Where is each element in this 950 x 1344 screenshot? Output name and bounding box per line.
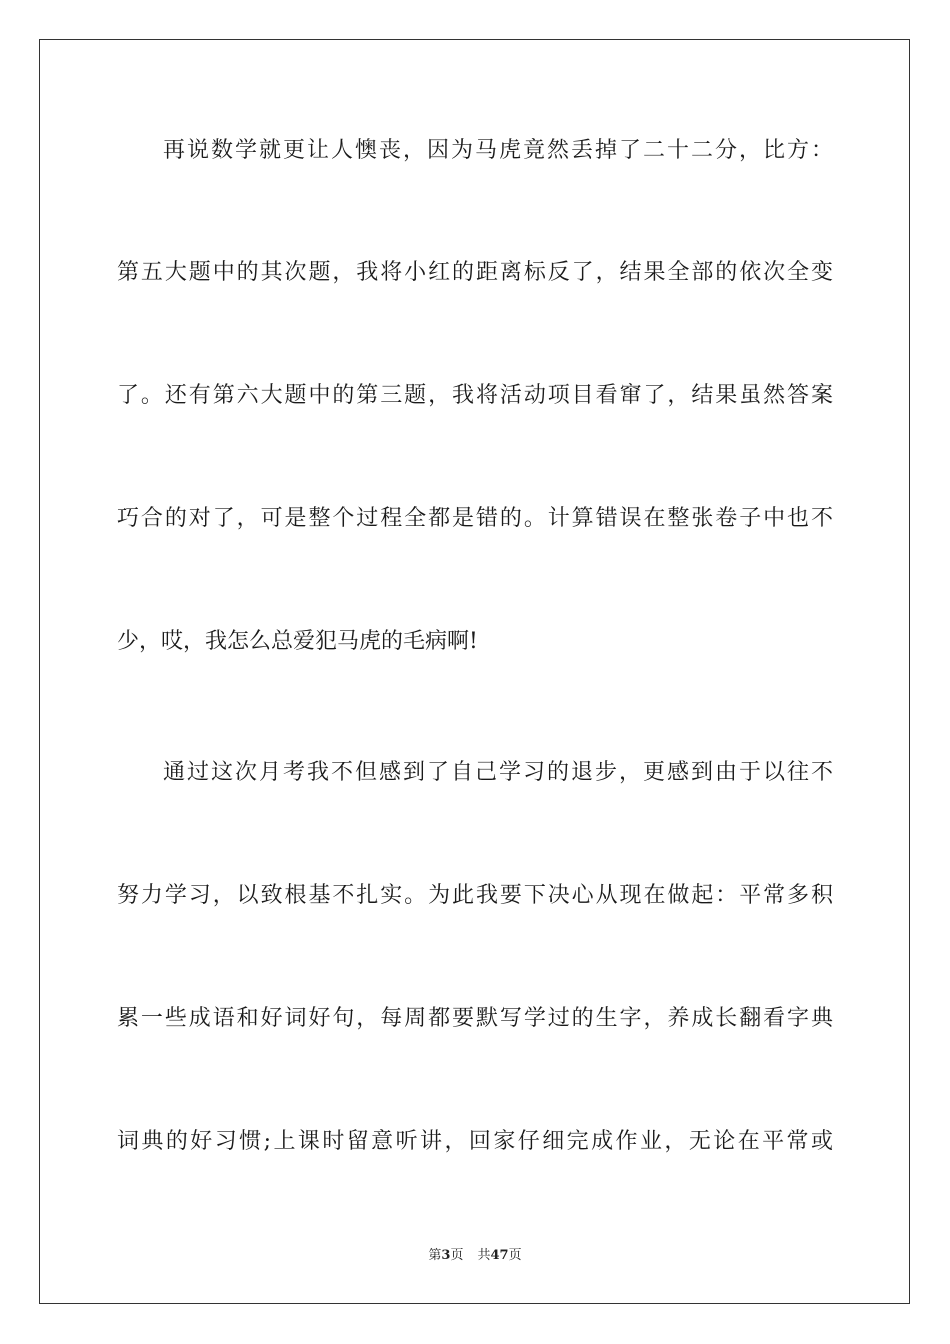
text-line: 努力学习，以致根基不扎实。为此我要下决心从现在做起：平常多积 (117, 883, 833, 908)
total-pages: 47 (490, 1248, 509, 1263)
text-line: 再说数学就更让人懊丧，因为马虎竟然丢掉了二十二分，比方： (163, 138, 833, 163)
text-line: 了。还有第六大题中的第三题，我将活动项目看窜了，结果虽然答案 (117, 383, 833, 408)
text-line: 巧合的对了，可是整个过程全都是错的。计算错误在整张卷子中也不 (117, 506, 833, 531)
page-border (39, 39, 910, 1304)
page-prefix: 第 (428, 1248, 442, 1263)
page-suffix: 页 (450, 1248, 464, 1263)
page-footer (0, 1247, 950, 1265)
text-line: 少，哎，我怎么总爱犯马虎的毛病啊! (117, 629, 478, 654)
page-number: 3 (441, 1248, 451, 1263)
text-line: 第五大题中的其次题，我将小红的距离标反了，结果全部的依次全变 (117, 260, 833, 285)
total-prefix: 共 (477, 1248, 491, 1263)
text-line: 累一些成语和好词好句，每周都要默写学过的生字，养成长翻看字典 (117, 1006, 833, 1031)
total-suffix: 页 (508, 1248, 522, 1263)
text-line: 词典的好习惯;上课时留意听讲，回家仔细完成作业，无论在平常或 (117, 1129, 833, 1154)
text-line: 通过这次月考我不但感到了自己学习的退步，更感到由于以往不 (163, 760, 833, 785)
